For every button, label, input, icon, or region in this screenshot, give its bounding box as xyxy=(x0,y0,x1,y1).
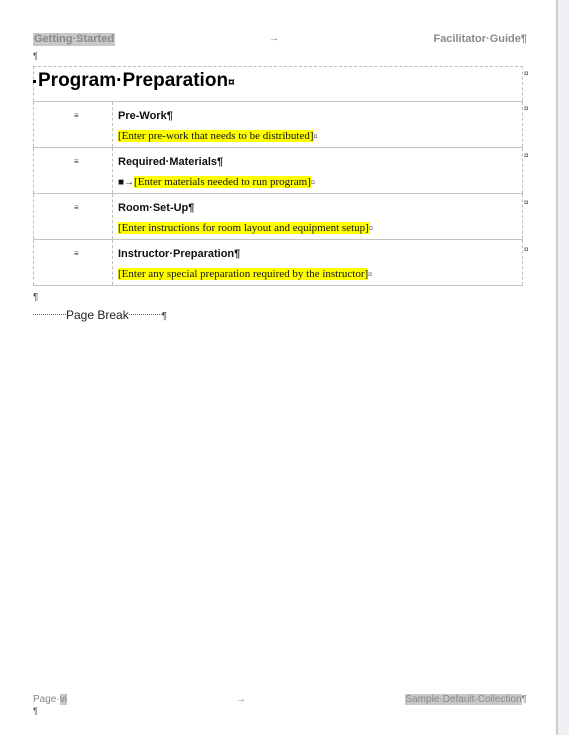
section-title-text: Program·Preparation xyxy=(38,70,229,91)
paragraph-mark: ¶ xyxy=(521,694,527,705)
item-heading: Instructor·Preparation¶ xyxy=(118,248,241,260)
cell-mark: ¤ xyxy=(228,75,235,89)
table-row[interactable] xyxy=(34,194,523,240)
content-cell[interactable] xyxy=(113,194,523,240)
item-placeholder[interactable] xyxy=(118,268,372,280)
icon-cell[interactable] xyxy=(34,194,113,240)
item-placeholder[interactable] xyxy=(118,176,315,188)
cell-mark: ¤ xyxy=(310,178,315,187)
paragraph-mark: ¶ xyxy=(33,51,38,61)
item-heading: Pre-Work¶ xyxy=(118,110,173,122)
row-end-mark: ¤ xyxy=(524,69,529,78)
item-heading: Required·Materials¶ xyxy=(118,156,224,168)
section-title xyxy=(38,70,235,92)
cell-mark: ¤ xyxy=(368,270,373,279)
paragraph-mark: ¶ xyxy=(33,292,39,303)
placeholder-text: [Enter instructions for room layout and equipment setup] xyxy=(118,222,369,234)
row-end-mark: ¤ xyxy=(524,104,529,113)
page-number-field[interactable]: vi xyxy=(59,694,67,705)
placeholder-text: [Enter pre-work that needs to be distributed] xyxy=(118,130,314,142)
content-cell[interactable] xyxy=(113,148,523,194)
row-end-mark: ¤ xyxy=(524,198,529,207)
paragraph-mark: ¶ xyxy=(33,706,38,716)
footer-right-text: Sample·Default·Collection xyxy=(405,694,522,705)
row-end-mark: ¤ xyxy=(524,245,529,254)
item-heading: Room·Set-Up¶ xyxy=(118,202,195,214)
page-header[interactable] xyxy=(33,33,527,47)
footer-right xyxy=(405,694,527,705)
page-break[interactable] xyxy=(33,308,167,322)
header-right-text: Facilitator·Guide xyxy=(433,33,521,45)
cell-mark: ¤ xyxy=(313,132,318,141)
content-cell[interactable] xyxy=(113,240,523,286)
content-cell[interactable] xyxy=(113,102,523,148)
cell-mark: ¤ xyxy=(368,224,373,233)
item-placeholder[interactable] xyxy=(118,130,318,142)
table-row[interactable] xyxy=(34,148,523,194)
footer-page-label: Page· xyxy=(33,694,60,705)
list-icon: ≡ xyxy=(74,203,79,212)
page-break-line xyxy=(129,314,162,315)
workspace-background xyxy=(558,0,569,735)
placeholder-text: [Enter any special preparation required by the instructor] xyxy=(118,268,369,280)
paragraph-format-mark xyxy=(33,80,36,83)
icon-cell[interactable] xyxy=(34,240,113,286)
program-preparation-table[interactable] xyxy=(33,66,523,286)
tab-arrow-mark: → xyxy=(269,33,279,44)
table-row[interactable] xyxy=(34,102,523,148)
list-icon: ≡ xyxy=(74,157,79,166)
icon-cell[interactable] xyxy=(34,148,113,194)
icon-cell[interactable] xyxy=(34,102,113,148)
list-icon: ≡ xyxy=(74,111,79,120)
header-right xyxy=(433,33,527,45)
row-end-mark: ¤ xyxy=(524,151,529,160)
paragraph-mark: ¶ xyxy=(520,33,527,45)
title-cell[interactable] xyxy=(34,67,523,102)
placeholder-text: [Enter materials needed to run program] xyxy=(134,176,311,188)
item-placeholder[interactable] xyxy=(118,222,373,234)
bullet-icon: ■→ xyxy=(118,177,135,188)
page-footer[interactable] xyxy=(33,694,527,706)
paragraph-mark: ¶ xyxy=(161,311,168,322)
list-icon: ≡ xyxy=(74,249,79,258)
page-break-line xyxy=(33,314,66,315)
table-row[interactable] xyxy=(34,240,523,286)
tab-arrow-mark: → xyxy=(236,694,246,705)
footer-left xyxy=(33,694,67,705)
header-left-text: Getting·Started xyxy=(34,33,115,45)
page-break-label: Page Break xyxy=(66,308,129,322)
